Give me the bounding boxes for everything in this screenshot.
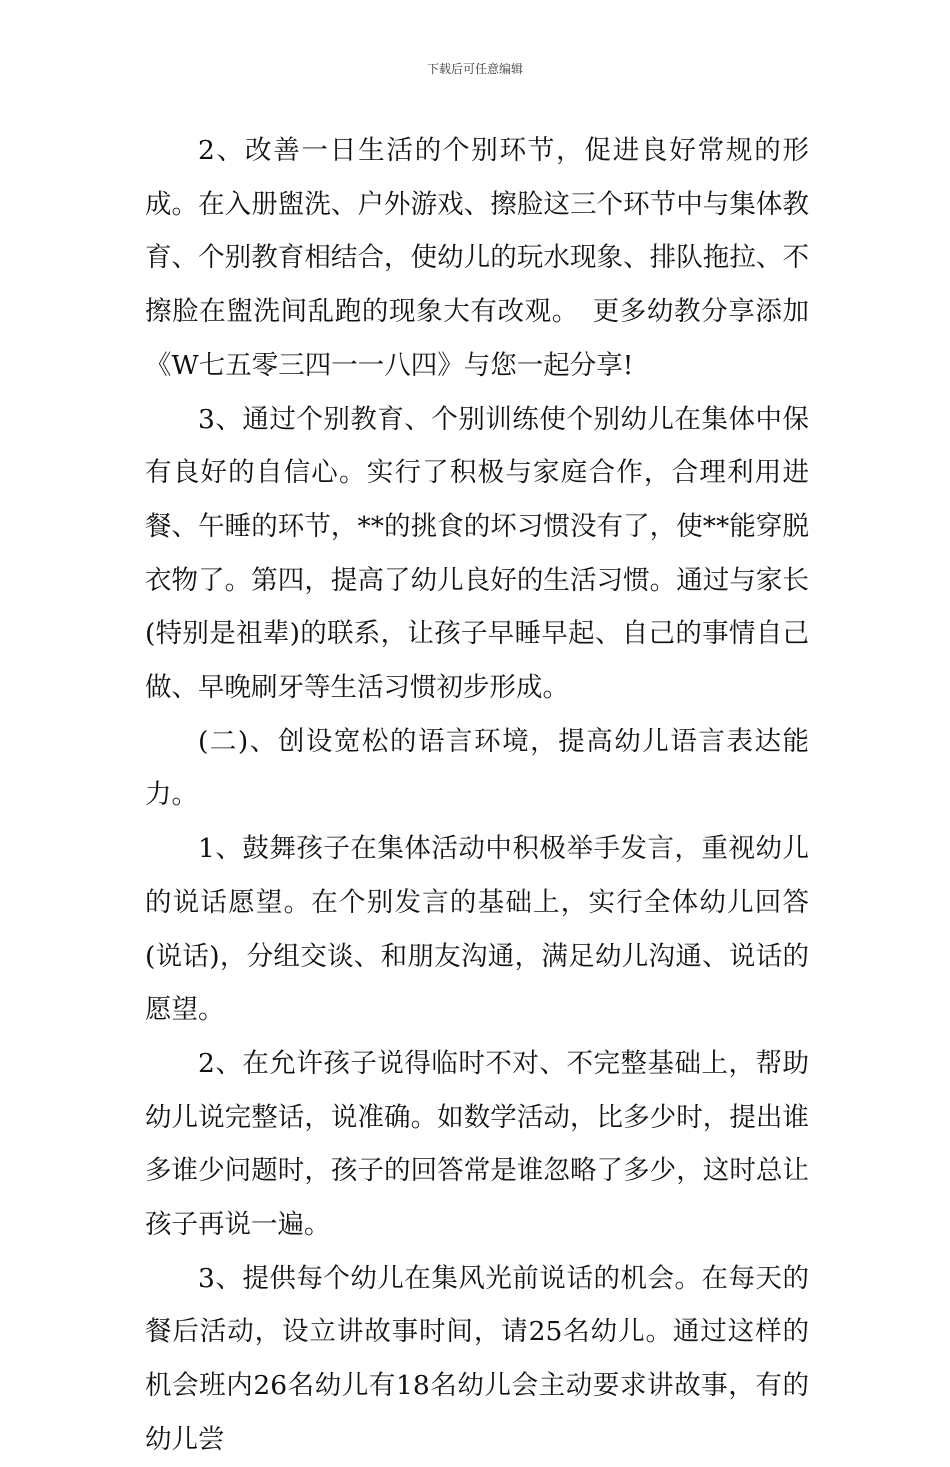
paragraph-routine-improvement: 2、改善一日生活的个别环节，促进良好常规的形成。在入册盥洗、户外游戏、擦脸这三个环节中与集体教育、个别教育相结合，使幼儿的玩水现象、排队拖拉、不擦脸在盥洗间乱跑的现象大有改观。 更多幼教分享添加《W七五零三四一一八四》与您一起分享!: [145, 135, 809, 381]
paragraph-individual-education: 3、通过个别教育、个别训练使个别幼儿在集体中保有良好的自信心。实行了积极与家庭合作，合理利用进餐、午睡的环节，**的挑食的坏习惯没有了，使**能穿脱衣物了。第四，提高了幼儿良好的生活习惯。通过与家长(特别是祖辈)的联系，让孩子早睡早起、自己的事情自己做、早晚刷牙等生活习惯初步形成。: [145, 403, 809, 704]
section-heading-language-environment: (二)、创设宽松的语言环境，提高幼儿语言表达能力。: [145, 725, 809, 811]
paragraph-storytelling-opportunity: 3、提供每个幼儿在集风光前说话的机会。在每天的餐后活动，设立讲故事时间，请25名幼儿。通过这样的机会班内26名幼儿有18名幼儿会主动要求讲故事，有的幼儿尝: [145, 1262, 809, 1455]
document-body: [145, 124, 809, 1467]
paragraph-encourage-speaking: 1、鼓舞孩子在集体活动中积极举手发言，重视幼儿的说话愿望。在个别发言的基础上，实行全体幼儿回答(说话)，分组交谈、和朋友沟通，满足幼儿沟通、说话的愿望。: [145, 833, 809, 1026]
paragraph-complete-sentences: 2、在允许孩子说得临时不对、不完整基础上，帮助幼儿说完整话，说准确。如数学活动，比多少时，提出谁多谁少问题时，孩子的回答常是谁忽略了多少，这时总让孩子再说一遍。: [145, 1047, 809, 1241]
page-header: 下载后可任意编辑: [426, 62, 523, 76]
